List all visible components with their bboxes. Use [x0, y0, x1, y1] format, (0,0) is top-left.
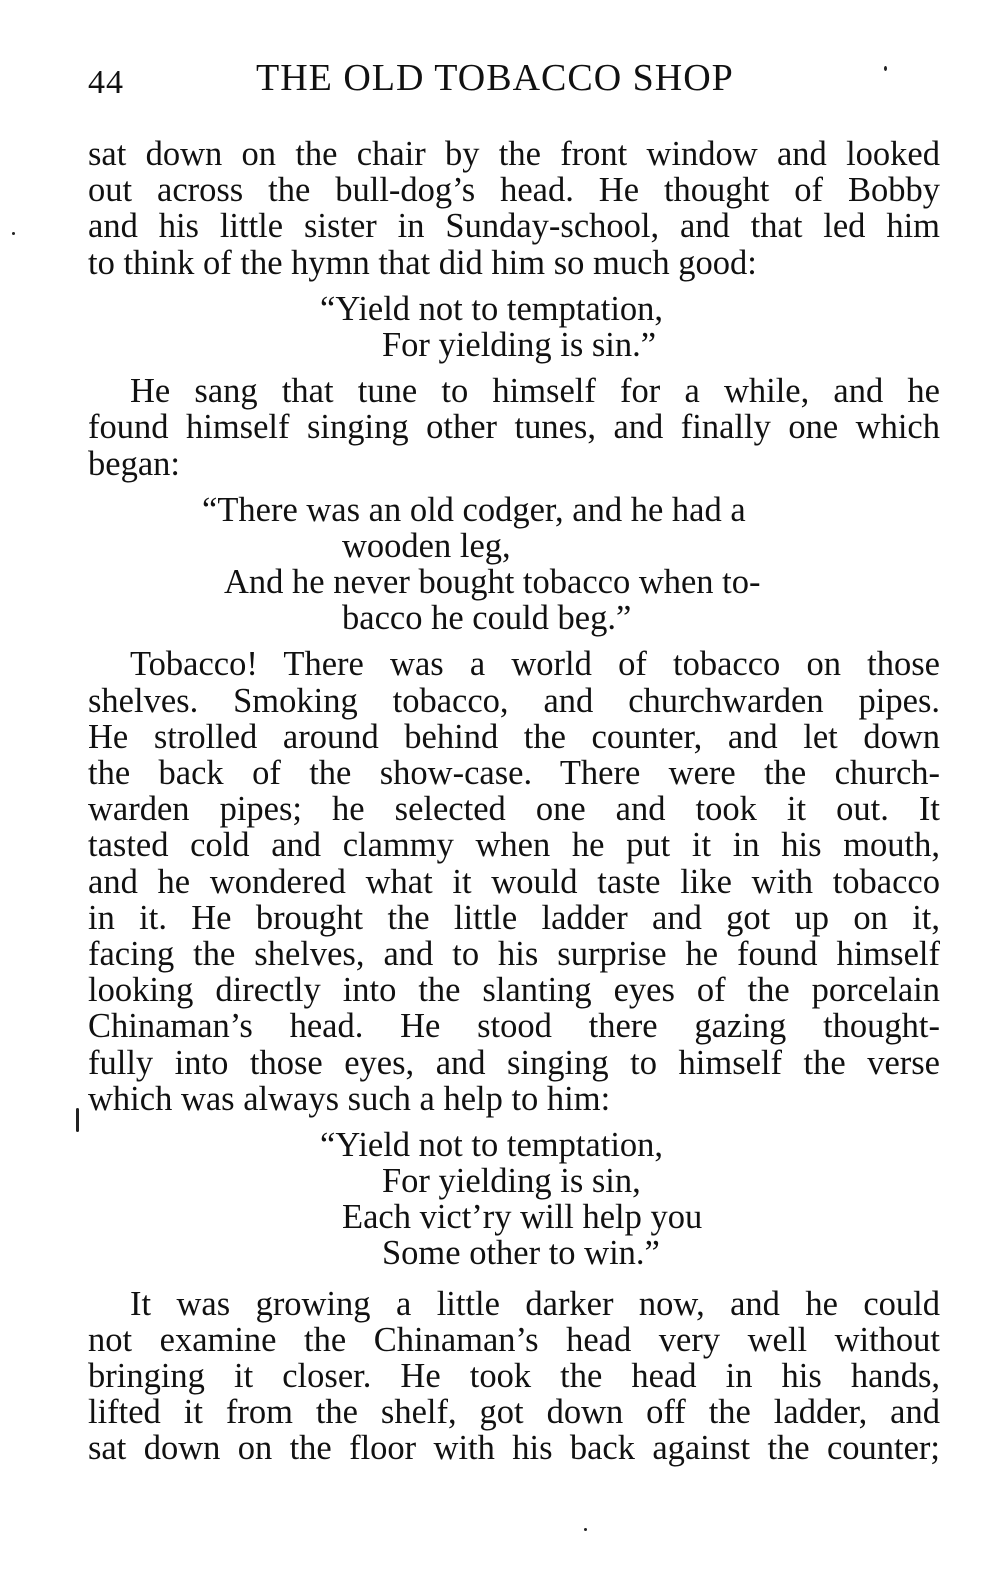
text-line: lifted it from the shelf, got down off the ladder, and — [88, 1393, 940, 1432]
ink-speck — [584, 1528, 587, 1531]
verse-line: And he never bought tobacco when to- — [224, 563, 761, 602]
text-line: shelves. Smoking tobacco, and churchwarden pipes. — [88, 681, 940, 720]
text-line: out across the bull-dog’s head. He thought of Bobby — [88, 171, 940, 210]
page-number: 44 — [88, 64, 124, 101]
text-line: which was always such a help to him: — [88, 1079, 611, 1118]
text-line: Tobacco! There was a world of tobacco on those — [130, 645, 940, 684]
text-line: began: — [88, 444, 180, 483]
text-line: tasted cold and clammy when he put it in his mouth, — [88, 826, 940, 865]
body-text — [88, 136, 940, 1467]
text-line: in it. He brought the little ladder and got up on it, — [88, 898, 940, 937]
verse — [88, 291, 940, 363]
verse — [88, 492, 940, 637]
verse-line: For yielding is sin, — [382, 1162, 641, 1201]
text-line: to think of the hymn that did him so much good: — [88, 243, 757, 282]
verse-line: bacco he could beg.” — [342, 599, 632, 638]
page-header — [88, 56, 940, 104]
ink-speck — [76, 1108, 79, 1132]
text-line: fully into those eyes, and singing to himself the verse — [88, 1043, 940, 1082]
text-line: He sang that tune to himself for a while, and he — [130, 372, 940, 411]
paragraph — [88, 1286, 940, 1467]
spacer — [88, 1272, 940, 1286]
text-line: sat down on the chair by the front window and looked — [88, 135, 940, 173]
paragraph — [88, 646, 940, 1116]
text-line: He strolled around behind the counter, and let down — [88, 717, 940, 756]
verse-line: “Yield not to temptation, — [320, 289, 664, 328]
text-line: bringing it closer. He took the head in his hands, — [88, 1357, 940, 1395]
verse-line: wooden leg, — [342, 526, 511, 565]
verse-line: For yielding is sin.” — [382, 325, 657, 364]
text-line: not examine the Chinaman’s head very well without — [88, 1320, 940, 1359]
text-line: Chinaman’s head. He stood there gazing thought- — [88, 1007, 940, 1046]
text-line: warden pipes; he selected one and took it out. It — [88, 790, 940, 829]
verse-line: Each vict’ry will help you — [342, 1198, 703, 1237]
verse-line: Some other to win.” — [382, 1234, 660, 1273]
ink-speck — [884, 66, 887, 71]
text-line: and his little sister in Sunday-school, and that led him — [88, 207, 940, 246]
text-line: the back of the show-case. There were the church- — [88, 754, 940, 792]
verse — [88, 1127, 940, 1272]
verse-line: “Yield not to temptation, — [320, 1125, 664, 1164]
text-line: It was growing a little darker now, and he could — [130, 1284, 940, 1323]
verse-line: “There was an old codger, and he had a — [202, 490, 746, 529]
text-line: looking directly into the slanting eyes of the porcelain — [88, 971, 940, 1010]
running-title: THE OLD TOBACCO SHOP — [256, 57, 734, 99]
text-line: facing the shelves, and to his surprise he found himself — [88, 934, 940, 973]
text-line: found himself singing other tunes, and finally one which — [88, 408, 940, 447]
text-line: sat down on the floor with his back against the counter; — [88, 1429, 940, 1468]
paragraph — [88, 373, 940, 482]
text-line: and he wondered what it would taste like with tobacco — [88, 862, 940, 901]
paragraph — [88, 136, 940, 281]
ink-speck — [12, 232, 15, 235]
